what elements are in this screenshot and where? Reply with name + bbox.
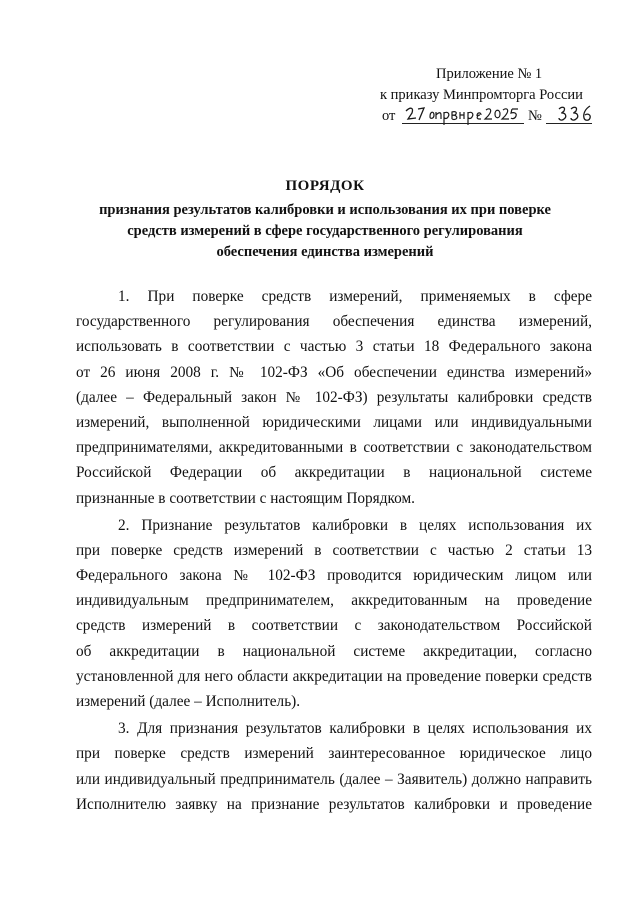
handwritten-number [556,102,596,124]
text-line: государственного регулирования обеспечения единства измерений, [76,313,592,331]
document-body [76,284,592,817]
text-line: при поверке средств измерений в соответствии с частью 2 статьи 13 [76,541,592,559]
text-line: использовать в соответствии с частью 3 статьи 18 Федерального закона [76,338,592,356]
text-line: средств измерений в соответствии с законодательством Российской [76,617,592,635]
text-line: от 26 июня 2008 г. № 102-ФЗ «Об обеспечении единства измерений» [76,363,592,381]
paragraph-1 [76,284,592,511]
number-underline [546,123,592,124]
date-underline [402,123,524,124]
text-line: 2. Признание результатов калибровки в целях использования их [118,516,592,534]
from-label: от [382,108,396,124]
paragraph-2 [76,513,592,715]
document-subtitle [70,200,580,263]
text-line: установленной для него области аккредитации на проведение поверки средств [76,667,592,685]
text-line: (далее – Федеральный закон № 102-ФЗ) результаты калибровки средств [76,388,592,406]
text-line: 1. При поверке средств измерений, применяемых в сфере [118,288,592,305]
appendix-number: Приложение № 1 [436,66,543,82]
text-line: при поверке средств измерений заинтересованное юридическое лицо [76,745,592,763]
text-line: Федерального закона № 102-ФЗ проводится юридическим лицом или [76,567,592,585]
document-title: ПОРЯДОК [285,178,365,194]
handwritten-date [402,103,520,125]
text-line: Исполнителю заявку на признание результатов калибровки и проведение [76,795,592,813]
subtitle-line: признания результатов калибровки и использования их при поверке [99,202,551,218]
text-line: об аккредитации в национальной системе аккредитации, согласно [76,642,592,660]
text-line: или индивидуальный предприниматель (далее – Заявитель) должно направить [76,770,592,788]
text-line: признанные в соответствии с настоящим Порядком. [76,489,416,507]
text-line: предпринимателями, аккредитованными в соответствии с законодательством [76,439,592,457]
text-line: 3. Для признания результатов калибровки в целях использования их [118,720,592,738]
text-line: измерений, выполненной юридическими лицами или индивидуальными [76,413,592,431]
subtitle-line: средств измерений в сфере государственного регулирования [127,223,523,239]
number-label: № [528,108,542,124]
appendix-header [380,64,605,128]
subtitle-line: обеспечения единства измерений [216,244,434,260]
appendix-order-reference: к приказу Минпромторга России [380,87,583,103]
appendix-date-number-line [380,106,605,128]
text-line: Российской Федерации об аккредитации в национальной системе [76,464,592,482]
text-line: индивидуальным предпринимателем, аккредитованным на проведение [76,592,592,610]
text-line: измерений (далее – Исполнитель). [76,693,301,710]
paragraph-3 [76,716,592,817]
